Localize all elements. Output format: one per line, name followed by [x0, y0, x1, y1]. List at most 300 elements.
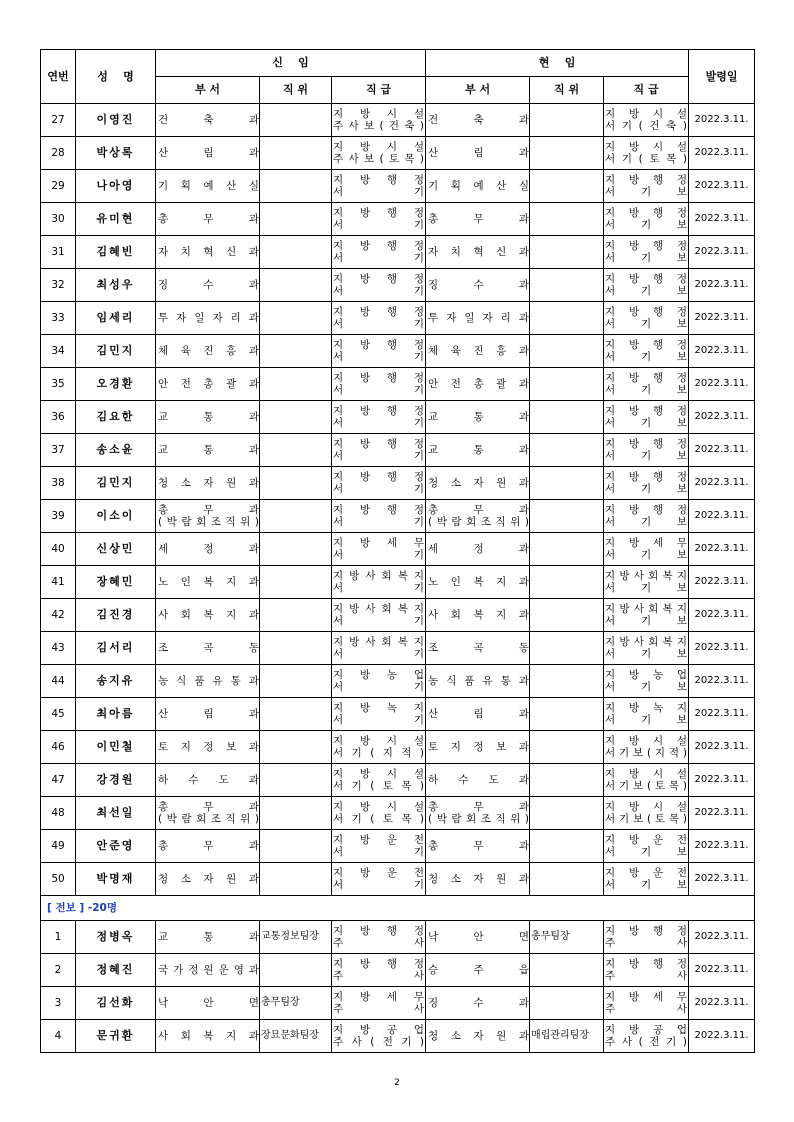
current-dept-cell	[426, 467, 530, 500]
new-position-cell: 교통정보팀장	[260, 921, 332, 954]
cell-line: 지 방 행 정	[605, 405, 688, 417]
cell-line: 체 육 진 흥 과	[158, 345, 259, 357]
cell-line: 주 사 보 ( 건 축 )	[333, 120, 424, 132]
cell-line: 서 기	[333, 714, 425, 726]
cell-line: 지 방 세 무	[333, 537, 425, 549]
cell-line: 청 소 자 원 과	[428, 1030, 529, 1042]
name-cell: 김진경	[76, 599, 156, 632]
seq-cell: 27	[41, 104, 76, 137]
cell-line: 총 무 과	[158, 801, 259, 813]
cell-line: 지 방 행 정	[333, 925, 425, 937]
table-row	[41, 632, 755, 665]
cell-line: 지 방 시 설	[333, 768, 425, 780]
new-dept-cell	[156, 566, 260, 599]
date-cell: 2022.3.11.	[689, 467, 755, 500]
cell-line: 주 사	[605, 1003, 688, 1015]
cell-line: 서 기 보	[605, 450, 688, 462]
new-position-cell	[260, 698, 332, 731]
name-cell: 문귀환	[76, 1020, 156, 1053]
new-dept-cell	[156, 698, 260, 731]
cell-line: 서 기 보	[605, 615, 688, 627]
cell-line: 지 방 사 회 복 지	[605, 603, 688, 615]
cell-line: 주 사	[333, 1003, 425, 1015]
current-position-cell	[530, 797, 604, 830]
cell-line: 세 정 과	[428, 543, 530, 555]
table-row	[41, 599, 755, 632]
seq-cell: 1	[41, 921, 76, 954]
cell-line: 지 방 운 전	[605, 834, 688, 846]
cell-line: 서 기	[333, 285, 425, 297]
current-position-cell	[530, 830, 604, 863]
seq-cell: 48	[41, 797, 76, 830]
new-grade-cell	[332, 987, 426, 1020]
current-dept-cell	[426, 665, 530, 698]
cell-line: 지 방 시 설	[605, 108, 688, 120]
cell-line: 지 방 시 설	[333, 108, 425, 120]
current-grade-cell	[604, 987, 689, 1020]
new-dept-cell	[156, 533, 260, 566]
cell-line: 지 방 사 회 복 지	[333, 570, 425, 582]
name-cell: 이소이	[76, 500, 156, 533]
new-dept-cell	[156, 921, 260, 954]
new-dept-cell	[156, 401, 260, 434]
cell-line: 지 방 시 설	[605, 141, 688, 153]
cell-line: 서 기 ( 토 목 )	[333, 780, 425, 792]
date-cell: 2022.3.11.	[689, 797, 755, 830]
current-position-cell: 매립관리팀장	[530, 1020, 604, 1053]
new-grade-cell	[332, 665, 426, 698]
table-row	[41, 170, 755, 203]
cell-line: 교 통 과	[158, 931, 259, 943]
cell-line: 지 방 시 설	[333, 735, 425, 747]
date-cell: 2022.3.11.	[689, 698, 755, 731]
new-dept-cell	[156, 632, 260, 665]
date-cell: 2022.3.11.	[689, 665, 755, 698]
cell-line: 산 림 과	[428, 147, 530, 159]
date-cell: 2022.3.11.	[689, 137, 755, 170]
seq-cell: 50	[41, 863, 76, 896]
new-dept-cell	[156, 302, 260, 335]
new-grade-cell	[332, 203, 426, 236]
seq-cell: 2	[41, 954, 76, 987]
current-grade-cell	[604, 335, 689, 368]
date-cell: 2022.3.11.	[689, 302, 755, 335]
new-position-cell	[260, 599, 332, 632]
cell-line: 청 소 자 원 과	[158, 873, 259, 885]
new-dept-cell	[156, 987, 260, 1020]
cell-line: 교 통 과	[158, 444, 259, 456]
cell-line: 서 기	[333, 549, 425, 561]
new-grade-cell	[332, 1020, 426, 1053]
cell-line: 주 사 보 ( 토 목 )	[333, 153, 424, 165]
cell-line: 서 기 보	[605, 351, 688, 363]
new-grade-cell	[332, 599, 426, 632]
seq-cell: 47	[41, 764, 76, 797]
table-row	[41, 104, 755, 137]
current-grade-cell	[604, 731, 689, 764]
cell-line: 지 방 행 정	[605, 958, 688, 970]
cell-line: 지 방 행 정	[605, 207, 688, 219]
new-dept-cell	[156, 236, 260, 269]
name-cell: 안준영	[76, 830, 156, 863]
table-row	[41, 236, 755, 269]
new-grade-cell	[332, 467, 426, 500]
new-position-cell	[260, 401, 332, 434]
new-dept-cell	[156, 731, 260, 764]
current-position-cell	[530, 698, 604, 731]
cell-line: 서 기	[333, 516, 425, 528]
current-dept-cell	[426, 599, 530, 632]
current-dept-cell	[426, 203, 530, 236]
current-dept-cell	[426, 830, 530, 863]
name-cell: 송소윤	[76, 434, 156, 467]
new-grade-cell	[332, 764, 426, 797]
cell-line: 지 방 세 무	[605, 991, 688, 1003]
current-position-cell	[530, 104, 604, 137]
seq-cell: 29	[41, 170, 76, 203]
current-grade-cell	[604, 599, 689, 632]
cell-line: 체 육 진 흥 과	[428, 345, 529, 357]
name-cell: 김선화	[76, 987, 156, 1020]
cell-line: 서 기	[333, 252, 425, 264]
current-dept-cell	[426, 104, 530, 137]
cell-line: 서 기	[333, 681, 425, 693]
cell-line: 서 기	[333, 648, 425, 660]
current-grade-cell	[604, 954, 689, 987]
new-dept-cell	[156, 797, 260, 830]
cell-line: 서 기 보	[605, 879, 688, 891]
cell-line: 자 치 혁 신 과	[428, 246, 529, 258]
header-current-assignment: 현 임	[426, 50, 689, 77]
table-row	[41, 335, 755, 368]
cell-line: 산 림 과	[158, 708, 259, 720]
table-row	[41, 954, 755, 987]
cell-line: 서 기	[333, 351, 425, 363]
current-position-cell	[530, 368, 604, 401]
current-position-cell	[530, 731, 604, 764]
new-grade-cell	[332, 954, 426, 987]
cell-line: 지 방 행 정	[605, 504, 688, 516]
name-cell: 김혜빈	[76, 236, 156, 269]
header-seq: 연번	[41, 50, 76, 104]
cell-line: 주 사	[333, 970, 425, 982]
date-cell: 2022.3.11.	[689, 104, 755, 137]
cell-line: 총 무 과	[158, 213, 259, 225]
new-position-cell	[260, 368, 332, 401]
current-grade-cell	[604, 797, 689, 830]
new-position-cell	[260, 954, 332, 987]
current-grade-cell	[604, 302, 689, 335]
new-position-cell	[260, 467, 332, 500]
current-dept-cell	[426, 137, 530, 170]
cell-line: ( 박 람 회 조 직 위 )	[158, 813, 259, 825]
current-grade-cell	[604, 137, 689, 170]
header-new-position: 직 위	[260, 77, 332, 104]
cell-line: 서 기 ( 토 목 )	[333, 813, 425, 825]
new-position-cell	[260, 104, 332, 137]
cell-line: 서 기 보	[605, 384, 688, 396]
cell-line: 청 소 자 원 과	[428, 477, 529, 489]
name-cell: 김민지	[76, 467, 156, 500]
current-position-cell	[530, 236, 604, 269]
new-dept-cell	[156, 764, 260, 797]
cell-line: 서 기	[333, 417, 425, 429]
cell-line: 지 방 행 정	[605, 174, 688, 186]
current-dept-cell	[426, 401, 530, 434]
seq-cell: 43	[41, 632, 76, 665]
cell-line: 총 무 과	[158, 504, 259, 516]
cell-line: 서 기 ( 토 목 )	[605, 153, 687, 165]
current-grade-cell	[604, 566, 689, 599]
current-position-cell	[530, 599, 604, 632]
cell-line: 지 방 농 업	[605, 669, 688, 681]
table-row	[41, 269, 755, 302]
table-body	[41, 104, 755, 1053]
new-grade-cell	[332, 104, 426, 137]
new-position-cell	[260, 764, 332, 797]
cell-line: 지 방 행 정	[605, 273, 688, 285]
current-dept-cell	[426, 170, 530, 203]
cell-line: 하 수 도 과	[158, 774, 259, 786]
current-dept-cell	[426, 236, 530, 269]
cell-line: 징 수 과	[428, 279, 530, 291]
current-position-cell	[530, 764, 604, 797]
date-cell: 2022.3.11.	[689, 500, 755, 533]
current-position-cell	[530, 500, 604, 533]
cell-line: 주 사	[605, 937, 688, 949]
current-dept-cell	[426, 335, 530, 368]
new-grade-cell	[332, 368, 426, 401]
new-dept-cell	[156, 137, 260, 170]
cell-line: 교 통 과	[428, 444, 530, 456]
new-position-cell	[260, 566, 332, 599]
current-position-cell	[530, 533, 604, 566]
cell-line: 지 방 행 정	[333, 240, 425, 252]
current-dept-cell	[426, 863, 530, 896]
cell-line: 서 기	[333, 219, 425, 231]
cell-line: 서 기 보	[605, 417, 688, 429]
cell-line: 지 방 행 정	[605, 240, 688, 252]
current-grade-cell	[604, 104, 689, 137]
cell-line: 서 기	[333, 450, 425, 462]
seq-cell: 35	[41, 368, 76, 401]
table-row	[41, 137, 755, 170]
current-position-cell	[530, 335, 604, 368]
name-cell: 김서리	[76, 632, 156, 665]
current-grade-cell	[604, 467, 689, 500]
cell-line: 지 방 시 설	[605, 735, 688, 747]
section-title: [ 전보 ] -20명	[41, 896, 755, 921]
name-cell: 나아영	[76, 170, 156, 203]
cell-line: 안 전 총 괄 과	[158, 378, 259, 390]
current-grade-cell	[604, 632, 689, 665]
cell-line: 지 방 행 정	[333, 438, 425, 450]
cell-line: 사 회 복 지 과	[158, 609, 259, 621]
page-number: 2	[394, 1078, 400, 1088]
current-dept-cell	[426, 954, 530, 987]
cell-line: 지 방 행 정	[605, 372, 688, 384]
cell-line: 서 기	[333, 186, 425, 198]
header-date: 발령일	[689, 50, 755, 104]
current-position-cell	[530, 954, 604, 987]
new-dept-cell	[156, 863, 260, 896]
cell-line: 지 방 농 업	[333, 669, 425, 681]
seq-cell: 38	[41, 467, 76, 500]
date-cell: 2022.3.11.	[689, 203, 755, 236]
current-grade-cell	[604, 921, 689, 954]
current-grade-cell	[604, 500, 689, 533]
new-dept-cell	[156, 467, 260, 500]
new-dept-cell	[156, 269, 260, 302]
cell-line: 지 방 행 정	[333, 273, 425, 285]
cell-line: 지 방 운 전	[333, 867, 425, 879]
new-dept-cell	[156, 368, 260, 401]
cell-line: 서 기 보	[605, 846, 688, 858]
cell-line: 징 수 과	[428, 997, 530, 1009]
new-position-cell	[260, 335, 332, 368]
new-position-cell	[260, 533, 332, 566]
cell-line: 총 무 과	[428, 840, 530, 852]
current-grade-cell	[604, 764, 689, 797]
date-cell: 2022.3.11.	[689, 764, 755, 797]
cell-line: 총 무 과	[158, 840, 259, 852]
cell-line: 지 방 행 정	[605, 306, 688, 318]
seq-cell: 46	[41, 731, 76, 764]
new-dept-cell	[156, 665, 260, 698]
header-cur-dept: 부 서	[426, 77, 530, 104]
cell-line: 지 방 행 정	[333, 174, 425, 186]
name-cell: 박상록	[76, 137, 156, 170]
cell-line: 지 방 행 정	[333, 504, 425, 516]
cell-line: 지 방 행 정	[333, 372, 425, 384]
new-position-cell	[260, 665, 332, 698]
cell-line: 지 방 시 설	[333, 801, 425, 813]
date-cell: 2022.3.11.	[689, 335, 755, 368]
cell-line: 토 지 정 보 과	[158, 741, 259, 753]
cell-line: 낙 안 면	[428, 931, 530, 943]
cell-line: 지 방 행 정	[605, 471, 688, 483]
cell-line: 국 가 정 원 운 영 과	[158, 964, 259, 976]
current-dept-cell	[426, 731, 530, 764]
current-dept-cell	[426, 987, 530, 1020]
new-grade-cell	[332, 401, 426, 434]
personnel-table	[40, 49, 755, 1053]
current-position-cell	[530, 665, 604, 698]
new-position-cell	[260, 137, 332, 170]
table-row	[41, 698, 755, 731]
cell-line: 지 방 행 정	[605, 339, 688, 351]
cell-line: 지 방 행 정	[333, 471, 425, 483]
name-cell: 정혜진	[76, 954, 156, 987]
cell-line: 서 기 보	[605, 219, 688, 231]
new-grade-cell	[332, 500, 426, 533]
date-cell: 2022.3.11.	[689, 731, 755, 764]
seq-cell: 40	[41, 533, 76, 566]
current-position-cell	[530, 566, 604, 599]
cell-line: 서 기	[333, 879, 425, 891]
current-grade-cell	[604, 830, 689, 863]
cell-line: 서 기	[333, 318, 425, 330]
new-position-cell	[260, 236, 332, 269]
cell-line: ( 박 람 회 조 직 위 )	[158, 516, 259, 528]
new-grade-cell	[332, 170, 426, 203]
cell-line: 노 인 복 지 과	[158, 576, 259, 588]
cell-line: 교 통 과	[158, 411, 259, 423]
seq-cell: 41	[41, 566, 76, 599]
name-cell: 박명재	[76, 863, 156, 896]
cell-line: 사 회 복 지 과	[158, 1030, 259, 1042]
cell-line: 안 전 총 괄 과	[428, 378, 529, 390]
date-cell: 2022.3.11.	[689, 566, 755, 599]
current-grade-cell	[604, 269, 689, 302]
table-row	[41, 566, 755, 599]
cell-line: 농 식 품 유 통 과	[428, 675, 529, 687]
cell-line: 서 기 ( 지 적 )	[333, 747, 425, 759]
cell-line: 지 방 운 전	[605, 867, 688, 879]
cell-line: 징 수 과	[158, 279, 259, 291]
cell-line: 조 곡 동	[428, 642, 530, 654]
new-position-cell: 총무팀장	[260, 987, 332, 1020]
cell-line: 지 방 행 정	[333, 958, 425, 970]
cell-line: 건 축 과	[158, 114, 259, 126]
new-grade-cell	[332, 533, 426, 566]
current-dept-cell	[426, 921, 530, 954]
new-grade-cell	[332, 830, 426, 863]
name-cell: 최선일	[76, 797, 156, 830]
date-cell: 2022.3.11.	[689, 434, 755, 467]
current-dept-cell	[426, 797, 530, 830]
new-position-cell	[260, 269, 332, 302]
current-grade-cell	[604, 698, 689, 731]
name-cell: 최성우	[76, 269, 156, 302]
seq-cell: 30	[41, 203, 76, 236]
date-cell: 2022.3.11.	[689, 987, 755, 1020]
new-position-cell	[260, 170, 332, 203]
current-position-cell	[530, 987, 604, 1020]
current-grade-cell	[604, 533, 689, 566]
new-position-cell	[260, 302, 332, 335]
cell-line: 서 기 보 ( 지 적 )	[605, 747, 687, 759]
cell-line: 서 기 보	[605, 549, 688, 561]
cell-line: 교 통 과	[428, 411, 530, 423]
cell-line: 지 방 행 정	[605, 438, 688, 450]
new-position-cell	[260, 830, 332, 863]
new-grade-cell	[332, 137, 426, 170]
current-grade-cell	[604, 203, 689, 236]
table-row	[41, 797, 755, 830]
seq-cell: 49	[41, 830, 76, 863]
current-position-cell	[530, 401, 604, 434]
new-position-cell: 장묘문화팀장	[260, 1020, 332, 1053]
new-grade-cell	[332, 434, 426, 467]
current-dept-cell	[426, 368, 530, 401]
table-row	[41, 533, 755, 566]
seq-cell: 45	[41, 698, 76, 731]
new-dept-cell	[156, 170, 260, 203]
cell-line: 지 방 세 무	[605, 537, 688, 549]
current-position-cell: 총무팀장	[530, 921, 604, 954]
header-new-grade: 직 급	[332, 77, 426, 104]
name-cell: 최아름	[76, 698, 156, 731]
seq-cell: 42	[41, 599, 76, 632]
new-grade-cell	[332, 797, 426, 830]
new-grade-cell	[332, 731, 426, 764]
date-cell: 2022.3.11.	[689, 954, 755, 987]
cell-line: ( 박 람 회 조 직 위 )	[428, 516, 530, 528]
header-name: 성 명	[76, 50, 156, 104]
cell-line: 투 자 일 자 리 과	[158, 312, 259, 324]
name-cell: 이민철	[76, 731, 156, 764]
